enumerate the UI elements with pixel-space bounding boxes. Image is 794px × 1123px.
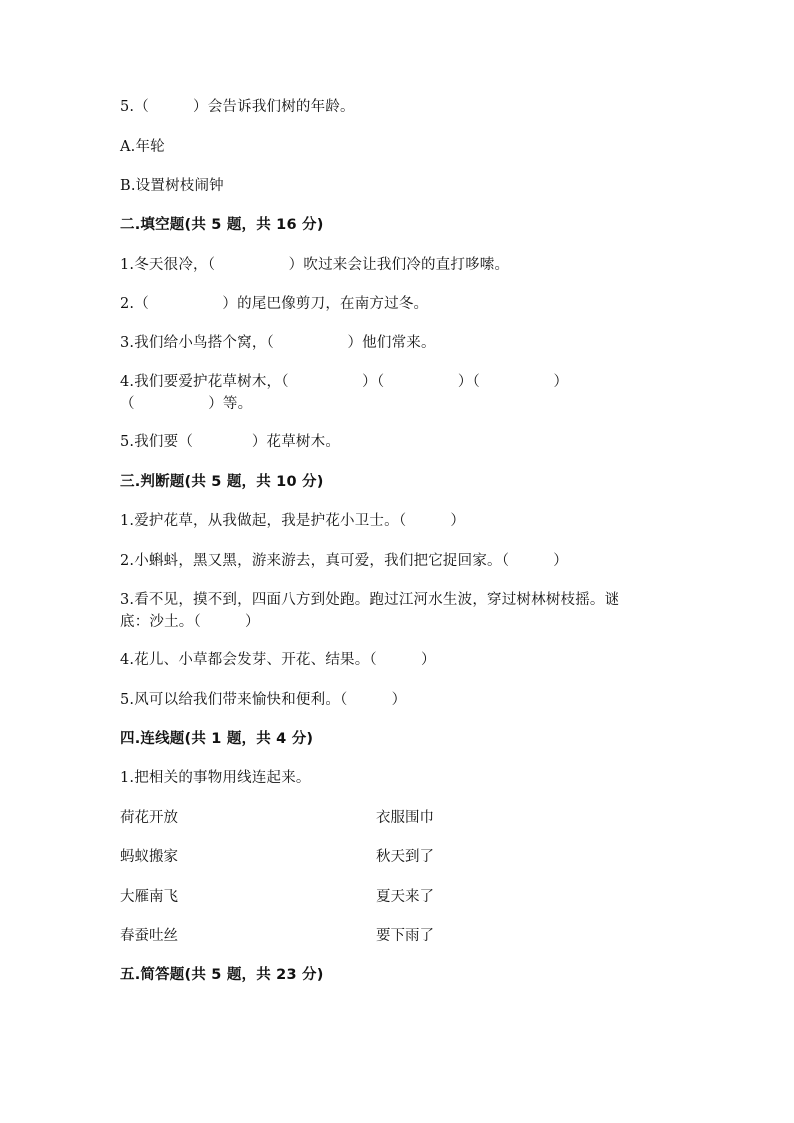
question-text: 3.看不见，摸不到，四面八方到处跑。跑过江河水生波，穿过树林树枝摇。谜 [120,592,620,608]
question-text: 5.（ ）会告诉我们树的年龄。 [120,99,355,115]
match-right-item: 夏天来了 [376,889,434,905]
question-text: 5.我们要（ ）花草树木。 [120,434,341,450]
question-text: 2.（ ）的尾巴像剪刀，在南方过冬。 [120,296,429,312]
match-left-item: 春蚕吐丝 [120,928,178,944]
match-right-item: 衣服围巾 [376,810,434,826]
question-text: 1.冬天很冷，（ ）吹过来会让我们冷的直打哆嗦。 [120,257,510,273]
section-heading: 二.填空题(共 5 题，共 16 分) [120,217,324,233]
match-left-item: 大雁南飞 [120,889,178,905]
question-text: 1.爱护花草，从我做起，我是护花小卫士。（ ） [120,513,466,529]
question-text-continuation: （ ）等。 [120,396,253,412]
section-heading: 四.连线题(共 1 题，共 4 分) [120,731,314,747]
match-left-item: 蚂蚁搬家 [120,849,178,865]
match-left-item: 荷花开放 [120,810,178,826]
choice-option: B.设置树枝闹钟 [120,178,224,194]
question-text: 3.我们给小鸟搭个窝，（ ）他们常来。 [120,335,436,351]
choice-option: A.年轮 [120,139,165,155]
section-heading: 五.简答题(共 5 题，共 23 分) [120,967,324,983]
question-text-continuation: 底：沙土。（ ） [120,614,260,630]
question-text: 4.我们要爱护花草树木，（ ）（ ）（ ） [120,374,569,390]
question-text: 5.风可以给我们带来愉快和便利。（ ） [120,692,407,708]
match-right-item: 要下雨了 [376,928,434,944]
section-heading: 三.判断题(共 5 题，共 10 分) [120,474,324,490]
match-right-item: 秋天到了 [376,849,434,865]
question-text: 2.小蝌蚪，黑又黑，游来游去，真可爱，我们把它捉回家。（ ） [120,553,568,569]
question-text: 4.花儿、小草都会发芽、开花、结果。（ ） [120,652,436,668]
question-text: 1.把相关的事物用线连起来。 [120,770,311,786]
